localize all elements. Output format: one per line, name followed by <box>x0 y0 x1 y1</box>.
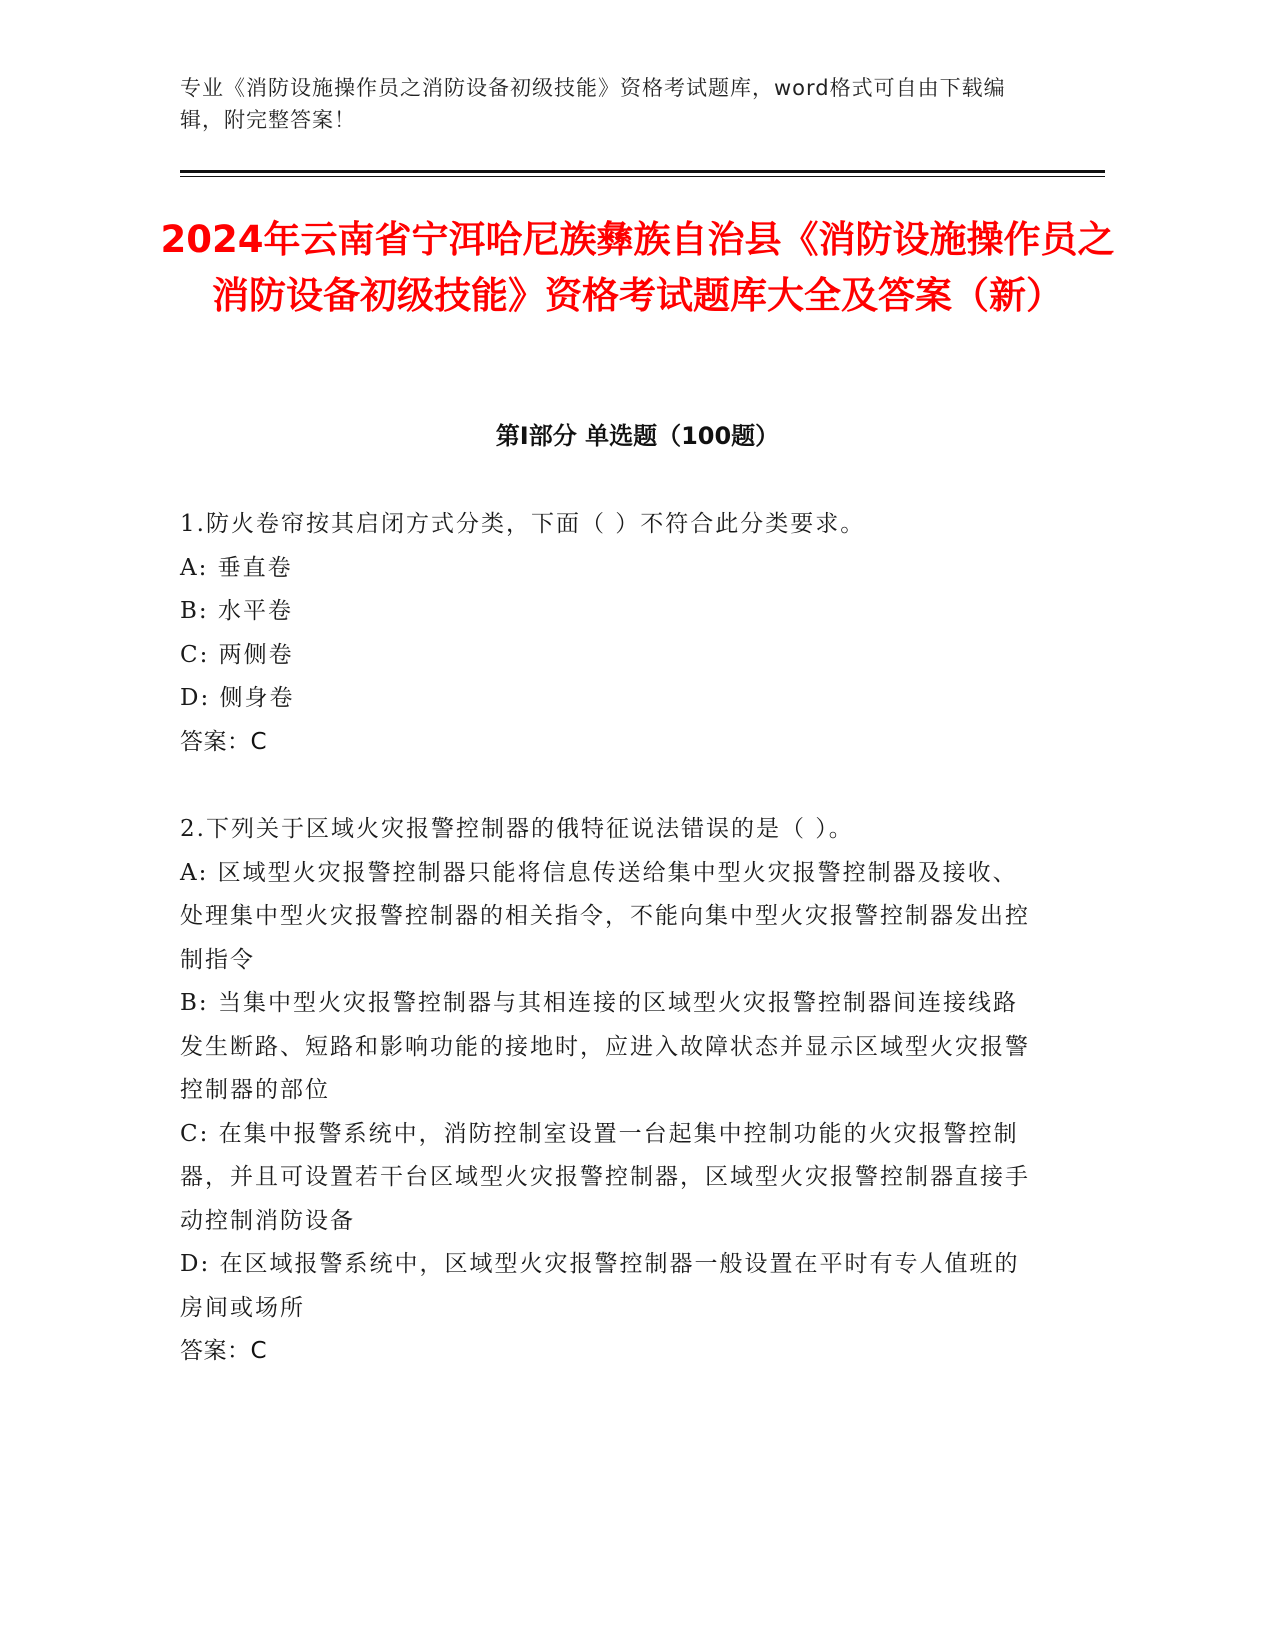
document-title: 2024年云南省宁洱哈尼族彝族自治县《消防设施操作员之消防设备初级技能》资格考试题库大全及答案（新） <box>160 218 1115 317</box>
option-b: B: 当集中型火灾报警控制器与其相连接的区域型火灾报警控制器间连接线路发生断路、短路和影响功能的接地时，应进入故障状态并显示区域型火灾报警控制器的部位 <box>180 990 1030 1103</box>
question-stem: 1.防火卷帘按其启闭方式分类，下面（ ）不符合此分类要求。 <box>180 511 866 537</box>
option-d: D: 侧身卷 <box>180 685 295 711</box>
answer-label: 答案：C <box>180 1338 268 1364</box>
option-a: A: 区域型火灾报警控制器只能将信息传送给集中型火灾报警控制器及接收、处理集中型火灾报警控制器的相关指令，不能向集中型火灾报警控制器发出控制指令 <box>180 859 1030 973</box>
option-a: A: 垂直卷 <box>180 554 293 581</box>
option-b: B: 水平卷 <box>180 598 293 624</box>
option-c: C: 在集中报警系统中，消防控制室设置一台起集中控制功能的火灾报警控制器，并且可设置若干台区域型火灾报警控制器，区域型火灾报警控制器直接手动控制消防设备 <box>180 1120 1030 1234</box>
question-2 <box>180 808 1030 1374</box>
section-heading: 第Ⅰ部分 单选题（100题） <box>495 422 780 450</box>
header-note: 专业《消防设施操作员之消防设备初级技能》资格考试题库，word格式可自由下载编辑，附完整答案！ <box>180 76 1006 132</box>
option-d: D: 在区域报警系统中，区域型火灾报警控制器一般设置在平时有专人值班的房间或场所 <box>180 1251 1020 1321</box>
option-c: C: 两侧卷 <box>180 641 294 668</box>
question-1 <box>180 503 1030 764</box>
answer-label: 答案：C <box>180 728 268 755</box>
header-rule-thick <box>180 170 1105 173</box>
question-stem: 2.下列关于区域火灾报警控制器的俄特征说法错误的是（ ）。 <box>180 816 854 842</box>
header-rule-thin <box>180 176 1105 177</box>
